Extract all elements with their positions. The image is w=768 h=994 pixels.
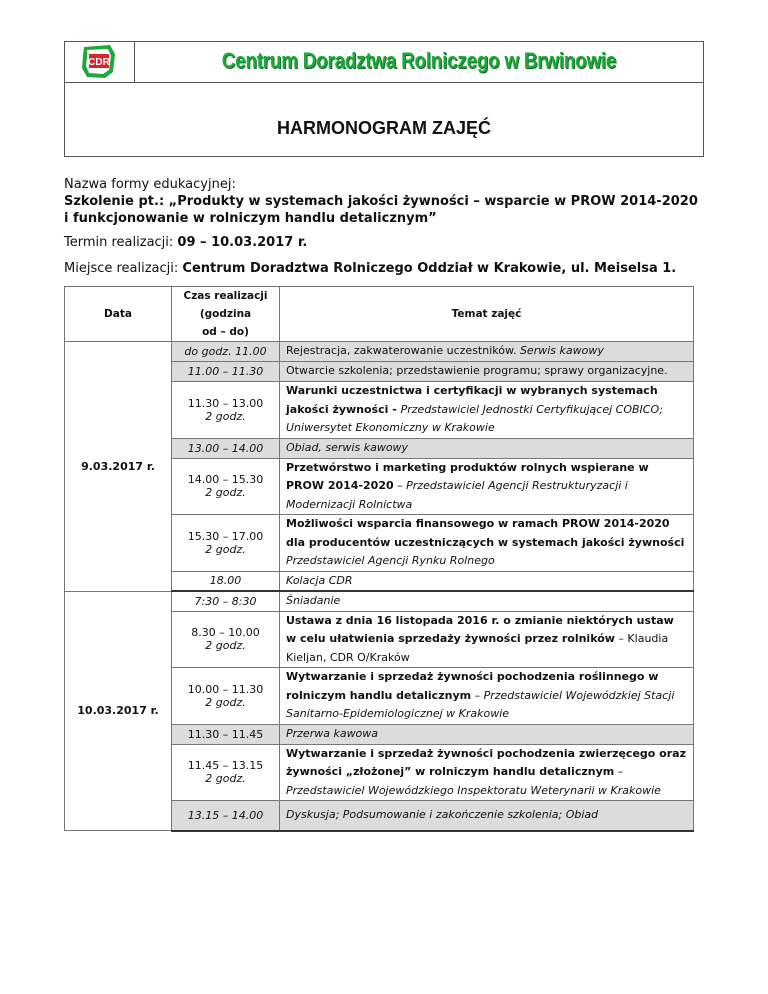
time-cell: 11.45 – 13.15 2 godz. — [172, 744, 280, 801]
org-name: Centrum Doradztwa Rolniczego w Brwinowie — [221, 48, 617, 73]
topic-cell: Warunki uczestnictwa i certyfikacji w wybranych systemach jakości żywności - Przedstawiciel Jednostki Certyfikującej COBICO; Uniwersytet Ekonomiczny w Krakowie — [280, 382, 694, 439]
training-title-line1: Szkolenie pt.: „Produkty w systemach jakości żywności – wsparcie w PROW 2014-2020 — [64, 194, 698, 209]
time-cell: 11.00 – 11.30 — [172, 362, 280, 382]
term-line: Termin realizacji: 09 – 10.03.2017 r. — [64, 235, 308, 250]
cdr-logo — [65, 42, 133, 81]
form-label: Nazwa formy edukacyjnej: — [64, 177, 236, 192]
topic-cell: Kolacja CDR — [280, 571, 694, 591]
topic-cell: Możliwości wsparcia finansowego w ramach PROW 2014-2020 dla producentów uczestniczących w systemach jakości żywności Przedstawiciel Agencji Rynku Rolnego — [280, 515, 694, 572]
topic-cell: Obiad, serwis kawowy — [280, 438, 694, 458]
page-title: HARMONOGRAM ZAJĘĆ — [277, 118, 491, 138]
time-cell: 15.30 – 17.00 2 godz. — [172, 515, 280, 572]
topic-cell: Wytwarzanie i sprzedaż żywności pochodzenia roślinnego w rolniczym handlu detalicznym – Przedstawiciel Wojewódzkiej Stacji Sanitarno-Epidemiologicznej w Krakowie — [280, 668, 694, 725]
topic-cell: Rejestracja, zakwaterowanie uczestników. Serwis kawowy — [280, 342, 694, 362]
time-cell: 11.30 – 11.45 — [172, 724, 280, 744]
topic-cell: Dyskusja; Podsumowanie i zakończenie szkolenia; Obiad — [280, 801, 694, 831]
time-cell: 10.00 – 11.30 2 godz. — [172, 668, 280, 725]
table-header-row — [65, 287, 694, 342]
svg-text:CDR: CDR — [88, 57, 110, 68]
topic-cell: Przetwórstwo i marketing produktów rolnych wspierane w PROW 2014-2020 – Przedstawiciel Agencji Restrukturyzacji i Modernizacji Rolnictwa — [280, 458, 694, 515]
time-cell: 13.00 – 14.00 — [172, 438, 280, 458]
time-cell: 14.00 – 15.30 2 godz. — [172, 458, 280, 515]
training-title-line2: i funkcjonowanie w rolniczym handlu detalicznym” — [64, 211, 437, 226]
place-line: Miejsce realizacji: Centrum Doradztwa Rolniczego Oddział w Krakowie, ul. Meiselsa 1. — [64, 261, 677, 276]
topic-cell: Otwarcie szkolenia; przedstawienie programu; sprawy organizacyjne. — [280, 362, 694, 382]
topic-cell: Śniadanie — [280, 591, 694, 611]
day-2-date: 10.03.2017 r. — [65, 591, 172, 831]
topic-cell: Przerwa kawowa — [280, 724, 694, 744]
day-1-date: 9.03.2017 r. — [65, 342, 172, 592]
time-cell: 18.00 — [172, 571, 280, 591]
time-cell: 13.15 – 14.00 — [172, 801, 280, 831]
time-cell: do godz. 11.00 — [172, 342, 280, 362]
topic-cell: Ustawa z dnia 16 listopada 2016 r. o zmianie niektórych ustaw w celu ułatwienia sprzedaży żywności przez rolników – Klaudia Kieljan, CDR O/Kraków — [280, 611, 694, 668]
time-cell: 11.30 – 13.00 2 godz. — [172, 382, 280, 439]
table-row — [65, 591, 694, 611]
table-row — [65, 342, 694, 362]
document-header — [64, 41, 704, 157]
schedule-table — [64, 286, 694, 832]
org-name-strip — [135, 42, 703, 83]
logo-cell — [65, 42, 135, 83]
col-header-time: Czas realizacji (godzina od – do) — [172, 287, 280, 342]
time-cell: 8.30 – 10.00 2 godz. — [172, 611, 280, 668]
time-cell: 7:30 – 8:30 — [172, 591, 280, 611]
col-header-topic: Temat zajęć — [280, 287, 694, 342]
col-header-date: Data — [65, 287, 172, 342]
topic-cell: Wytwarzanie i sprzedaż żywności pochodzenia zwierzęcego oraz żywności „złożonej” w rolniczym handlu detalicznym – Przedstawiciel Wojewódzkiego Inspektoratu Weterynarii w Krakowie — [280, 744, 694, 801]
